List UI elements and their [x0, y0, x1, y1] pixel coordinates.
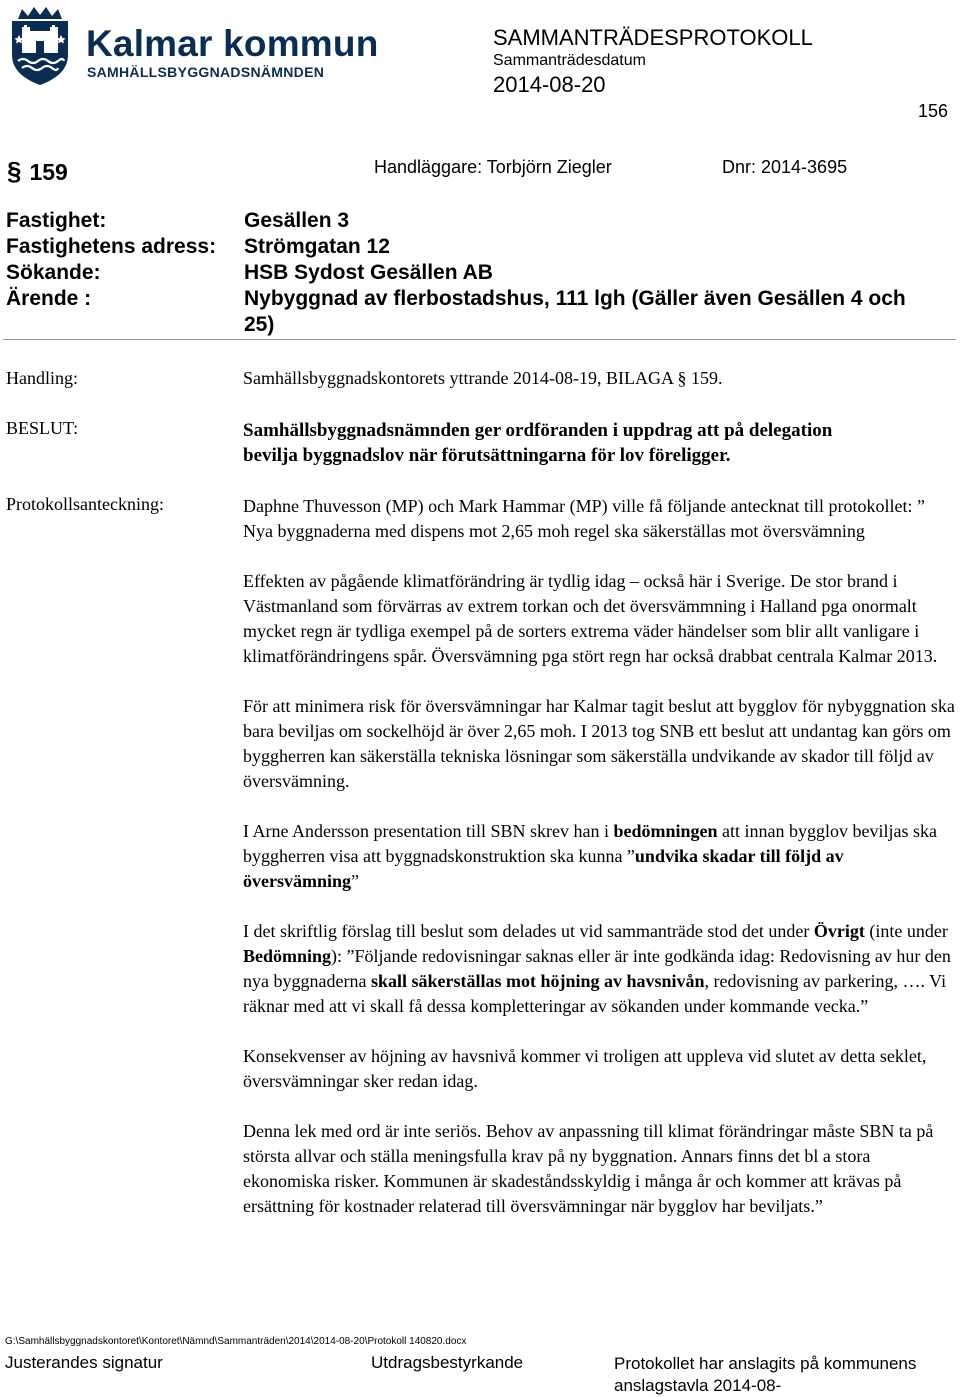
- signature-label: Justerandes signatur: [5, 1353, 163, 1372]
- paragraph-number: [7, 156, 68, 187]
- note-paragraph-1: Daphne Thuvesson (MP) och Mark Hammar (MP) ville få följande antecknat till protokollet: ” Nya byggnaderna med dispens mot 2,65 moh regel ska säkerställas mot översvämning: [243, 496, 925, 541]
- paragraph-number-value: 159: [29, 159, 68, 185]
- divider-line: [3, 339, 956, 340]
- note-paragraph-3: För att minimera risk för översvämningar har Kalmar tagit beslut att bygglov för nybyggnation ska bara beviljas om sockelhöjd är över 2,65 moh. I 2013 tog SNB ett beslut att undantag kan görs om byggherren kan säkerställa tekniska lösningar som säkerställa undvikande av skador till följd av översvämning.: [243, 696, 955, 791]
- protocol-note-label: Protokollsanteckning:: [6, 494, 164, 514]
- protocol-note-body: [243, 494, 955, 1244]
- note-paragraph-7: Denna lek med ord är inte seriös. Behov av anpassning till klimat förändringar måste SBN ta på största allvar och ställa meningsfulla krav på ny byggnation. Annars finns det bl a stora ekonomiska risker. Kommunen är skadeståndsskyldig i många år och kommer att krävas på ersättning för kostnader relaterad till översvämningar när bygglov har beviljats.”: [243, 1121, 934, 1216]
- fact-value-matter: Nybyggnad av flerbostadshus, 111 lgh (Gäller även Gesällen 4 och: [244, 287, 906, 310]
- fact-label-applicant: Sökande:: [6, 261, 101, 284]
- document-title: SAMMANTRÄDESPROTOKOLL: [493, 25, 813, 50]
- case-handler: Handläggare: Torbjörn Ziegler: [374, 157, 612, 177]
- note-paragraph-2: Effekten av pågående klimatförändring är tydlig idag – också här i Sverige. De stor brand i Västmanland som förvärras av extrem torkan och det översvämmning i Halland pga onormalt mycket regn är tydliga exempel på de sorters extrema väder händelser som blir allt vanligare i klimatförändringens spår. Översvämning pga stört regn har också drabbat centrala Kalmar 2013.: [243, 571, 938, 666]
- handling-label: Handling:: [6, 368, 78, 388]
- logo-subtitle: SAMHÄLLSBYGGNADSNÄMNDEN: [87, 64, 325, 80]
- fact-label-property: Fastighet:: [6, 209, 107, 232]
- note-paragraph-4: I Arne Andersson presentation till SBN skrev han i bedömningen att innan bygglov beviljas ska byggherren visa att byggnadskonstruktion ska kunna ”undvika skadar till följd av översvämning”: [243, 821, 937, 891]
- fact-value-matter-cont: 25): [244, 313, 275, 336]
- kalmar-crest-logo: [6, 5, 74, 87]
- decision-line-1: Samhällsbyggnadsnämnden ger ordföranden i uppdrag att på delegation: [243, 420, 833, 441]
- posted-notice: Protokollet har anslagits på kommunens anslagstavla 2014-08-: [614, 1354, 917, 1395]
- fact-label-address: Fastighetens adress:: [6, 235, 217, 258]
- logo-name: Kalmar kommun: [86, 23, 379, 64]
- decision-label: BESLUT:: [6, 418, 79, 438]
- page-number: 156: [918, 101, 949, 121]
- decision-line-2: bevilja byggnadslov när förutsättningarna för lov föreligger.: [243, 445, 731, 466]
- fact-value-applicant: HSB Sydost Gesällen AB: [244, 261, 493, 284]
- section-symbol: §: [7, 156, 22, 186]
- meeting-date: 2014-08-20: [493, 72, 606, 97]
- fact-label-matter: Ärende :: [6, 287, 92, 310]
- date-label: Sammanträdesdatum: [493, 52, 646, 69]
- diary-number: Dnr: 2014-3695: [722, 157, 848, 177]
- fact-value-property: Gesällen 3: [244, 209, 350, 232]
- fact-value-address: Strömgatan 12: [244, 235, 390, 258]
- note-paragraph-6: Konsekvenser av höjning av havsnivå kommer vi troligen att uppleva vid slutet av detta seklet, översvämningar sker redan idag.: [243, 1046, 927, 1091]
- file-path: G:\Samhällsbyggnadskontoret\Kontoret\Nämnd\Sammanträden\2014\2014-08-20\Protokoll 140820.docx: [5, 1336, 467, 1347]
- extract-label: Utdragsbestyrkande: [371, 1353, 524, 1372]
- decision-text: [243, 418, 955, 468]
- handling-text: Samhällsbyggnadskontorets yttrande 2014-08-19, BILAGA § 159.: [243, 368, 723, 388]
- note-paragraph-5: I det skriftlig förslag till beslut som delades ut vid sammanträde stod det under Övrigt (inte under Bedömning): ”Följande redovisningar saknas eller är inte godkända idag: Redovisning av hur den nya byggnaderna skall säkerställas mot höjning av havsnivån, redovisning av parkering, …. Vi räknar med att vi skall få dessa kompletteringar av sökanden under kommande vecka.”: [243, 921, 951, 1016]
